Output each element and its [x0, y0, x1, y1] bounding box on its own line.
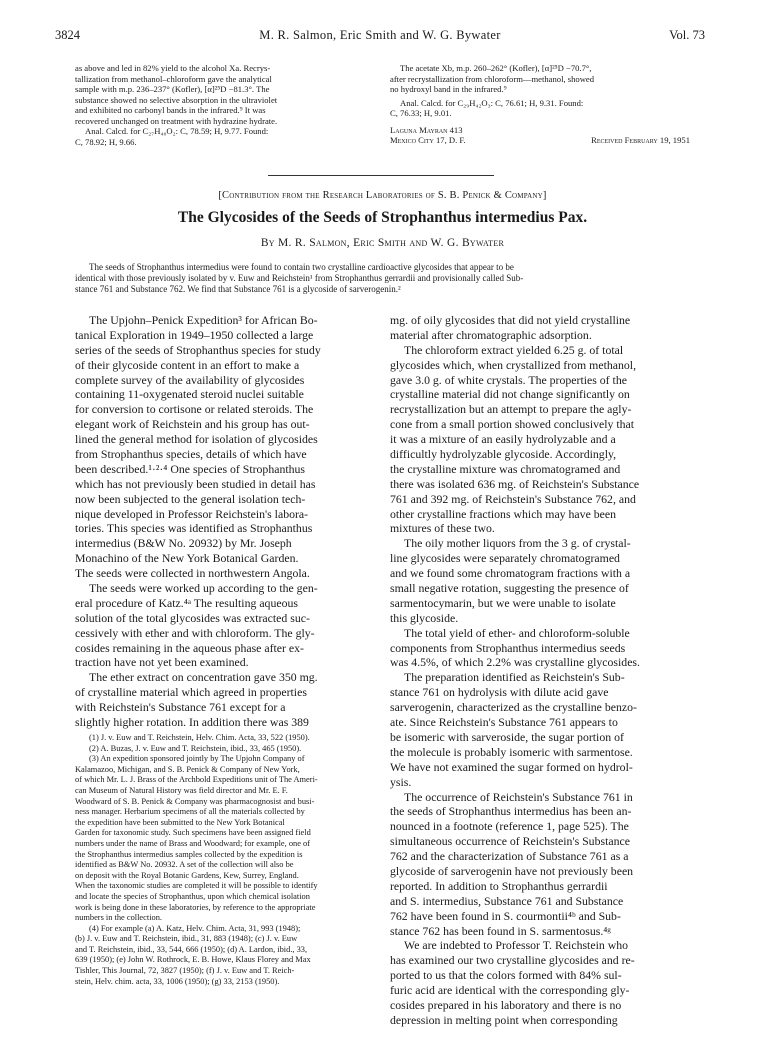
text-line: (3) An expedition sponsored jointly by The Upjohn Company of — [89, 754, 305, 764]
text-line: Garden for taxonomic study. Such specimens have been assigned field — [75, 828, 311, 838]
text-line: depression in melting point when corresponding — [390, 1012, 618, 1027]
text-line: slightly higher rotation. In addition there was 389 — [75, 715, 309, 730]
text-line: (1) J. v. Euw and T. Reichstein, Helv. Chim. Acta, 33, 522 (1950). — [89, 733, 310, 742]
text-line: (2) A. Buzas, J. v. Euw and T. Reichstein, ibid., 33, 465 (1950). — [89, 743, 302, 753]
top-left-block — [75, 63, 372, 147]
text-line: after recrystallization from chloroform—methanol, showed — [390, 73, 595, 84]
text-line: the expedition have been submitted to the New York Botanical — [75, 817, 285, 827]
volume-label: Vol. 73 — [669, 28, 705, 42]
text-line: tanical Exploration in 1949–1950 collected a large — [75, 327, 314, 342]
text-line: The ether extract on concentration gave 350 mg. — [89, 670, 318, 685]
text-line: which has not previously been studied in detail has — [75, 476, 316, 491]
text-line: glycosides which, when crystallized from methanol, — [390, 357, 637, 372]
text-line: The preparation identified as Reichstein's Sub- — [404, 670, 625, 685]
text-line: mg. of oily glycosides that did not yield crystalline — [390, 313, 631, 327]
text-line: The Upjohn–Penick Expedition³ for African Bo- — [89, 313, 318, 327]
text-line: cone from a small portion showed conclusively that — [390, 417, 635, 432]
text-line: The seeds were worked up according to the gen- — [89, 581, 318, 596]
text-line: tories. This species was identified as Strophanthus — [75, 521, 313, 536]
text-line: complete survey of the availability of glycosides — [75, 372, 305, 387]
text-line: Anal. Calcd. for C₂₉H₄₂O₃: C, 76.61; H, 9.31. Found: — [400, 97, 584, 108]
text-line: reported. In addition to Strophanthus gerrardii — [390, 878, 608, 893]
address-line-1: Laguna Mayran 413 — [390, 124, 463, 135]
text-line: difficultly hydrolyzable glycoside. Accordingly, — [390, 447, 617, 462]
text-line: this glycoside. — [390, 610, 459, 625]
text-line: stein, Helv. chim. acta, 33, 1006 (1950); (g) 33, 2153 (1950). — [75, 976, 280, 986]
text-line: as above and led in 82% yield to the alcohol Xa. Recrys- — [75, 63, 271, 73]
text-line: and locate the species of Strophanthus, upon which chemical isolation — [75, 891, 310, 901]
page-number: 3824 — [55, 28, 80, 42]
text-line: recovered unchanged on treatment with hydrazine hydrate. — [75, 115, 278, 126]
text-line: tallization from methanol–chloroform gave the analytical — [75, 73, 272, 84]
left-column — [75, 313, 372, 730]
text-line: The acetate Xb, m.p. 260–262° (Kofler), [α]²⁵D −70.7°, — [400, 63, 592, 73]
text-line: ysis. — [390, 774, 412, 789]
address-line-2: Mexico City 17, D. F. — [390, 135, 466, 145]
text-line: Kalamazoo, Michigan, and S. B. Penick & Company of New York, — [75, 764, 300, 774]
text-line: (b) J. v. Euw and T. Reichstein, ibid., 31, 883 (1948); (c) J. v. Euw — [75, 934, 298, 944]
text-line: ported to us that the colors formed with 84% sul- — [390, 968, 622, 983]
text-line: When the taxonomic studies are completed it will be possible to identify — [75, 881, 318, 891]
text-line: of crystalline material which agreed in properties — [75, 685, 307, 700]
text-line: 639 (1950); (e) John W. Rothrock, E. B. Howe, Klaus Florey and Max — [75, 955, 311, 965]
text-line: ness manager. Herbarium specimens of all the materials collected by — [75, 807, 305, 817]
text-line: was 4.5%, of which 2.2% was crystalline glycosides. — [390, 655, 640, 670]
text-line: The oily mother liquors from the 3 g. of crystal- — [404, 536, 631, 551]
text-line: elegant work of Reichstein and his group has out- — [75, 417, 310, 432]
text-line: and T. Reichstein, ibid., 33, 544, 666 (1950); (d) A. Lardon, ibid., 33, — [75, 944, 308, 954]
text-line: identical with those previously isolated by v. Euw and Reichstein¹ from Strophanthus gerrardii and provisionally called Sub- — [75, 273, 524, 284]
text-line: Woodward of S. B. Penick & Company was pharmacognosist and busi- — [75, 796, 315, 806]
text-line: The chloroform extract yielded 6.25 g. of total — [404, 342, 624, 357]
text-line: recrystallization but an attempt to prepare the agly- — [390, 402, 632, 417]
text-line: Tishler, This Journal, 72, 3827 (1950); (f) J. v. Euw and T. Reich- — [75, 966, 295, 976]
footnotes — [75, 733, 372, 987]
text-line: sample with m.p. 236–237° (Kofler), [α]²⁵D −81.3°. The — [75, 84, 270, 94]
text-line: nique developed in Professor Reichstein's labora- — [75, 506, 309, 521]
text-line: ate. Since Reichstein's Substance 761 appears to — [390, 715, 618, 730]
text-line: 762 have been found in S. courmontii⁴ᵇ and Sub- — [390, 908, 621, 923]
text-line: stance 761 on hydrolysis with dilute acid gave — [390, 685, 609, 700]
running-header — [55, 28, 705, 46]
text-line: there was isolated 636 mg. of Reichstein's Substance — [390, 476, 640, 491]
text-line: from Strophanthus species, details of which have — [75, 447, 307, 462]
text-line: The seeds of Strophanthus intermedius were found to contain two crystalline cardioactive glycosides that appear to be — [89, 262, 514, 272]
text-line: material after chromatographic adsorption. — [390, 327, 592, 342]
text-line: traction have not yet been examined. — [75, 655, 249, 670]
text-line: stance 761 and Substance 762. We find that Substance 761 is a glycoside of sarverogenin.² — [75, 284, 401, 295]
text-line: solution of the total glycosides was extracted suc- — [75, 610, 310, 625]
text-line: The total yield of ether- and chloroform-soluble — [404, 625, 630, 640]
text-line: cessively with ether and with chloroform. The gly- — [75, 625, 315, 640]
text-line: and S. intermedius, Substance 761 and Substance — [390, 893, 624, 908]
text-line: C, 78.92; H, 9.66. — [75, 136, 137, 147]
right-column — [390, 313, 690, 1028]
text-line: gave 3.0 g. of white crystals. The properties of the — [390, 372, 627, 387]
text-line: Monachino of the New York Botanical Garden. — [75, 551, 299, 566]
text-line: furic acid are identical with the corresponding gly- — [390, 983, 630, 998]
text-line: numbers in the collection. — [75, 913, 162, 923]
text-line: the molecule is probably isomeric with sarmentose. — [390, 744, 633, 759]
contribution-line: [Contribution from the Research Laboratories of S. B. Penick & Company] — [218, 190, 547, 201]
text-line: containing 11-oxygenated steroid nuclei suitable — [75, 387, 304, 402]
text-line: for conversion to cortisone or related steroids. The — [75, 402, 314, 417]
text-line: sarmentocymarin, but we were unable to isolate — [390, 595, 616, 610]
received-date: Received February 19, 1951 — [591, 135, 690, 145]
text-line: the Strophanthus intermedius samples collected by the expedition is — [75, 849, 303, 859]
text-line: on deposit with the Royal Botanic Gardens, Kew, Surrey, England. — [75, 870, 299, 880]
text-line: simultaneous occurrence of Reichstein's Substance — [390, 834, 630, 849]
text-line: and we found some chromatogram fractions with a — [390, 566, 631, 581]
text-line: The seeds were collected in northwestern Angola. — [75, 566, 310, 581]
text-line: glycoside of sarverogenin have not previously been — [390, 863, 634, 878]
text-line: substance showed no selective absorption in the ultraviolet — [75, 94, 278, 105]
article-title: The Glycosides of the Seeds of Strophanthus intermedius Pax. — [177, 209, 588, 226]
text-line: can Museum of Natural History was field director and Mr. E. F. — [75, 785, 288, 795]
text-line: (4) For example (a) A. Katz, Helv. Chim. Acta, 31, 993 (1948); — [89, 923, 301, 933]
text-line: line glycosides were separately chromatogramed — [390, 551, 620, 566]
header-authors: M. R. Salmon, Eric Smith and W. G. Bywater — [259, 28, 501, 42]
text-line: the seeds of Strophanthus intermedius has been an- — [390, 804, 632, 819]
text-line: The occurrence of Reichstein's Substance 761 in — [404, 789, 633, 804]
text-line: C, 76.33; H, 9.01. — [390, 108, 452, 118]
text-line: We are indebted to Professor T. Reichstein who — [404, 938, 629, 953]
text-line: 762 and the characterization of Substance 761 as a — [390, 849, 629, 864]
text-line: eral procedure of Katz.⁴ᵃ The resulting aqueous — [75, 595, 298, 610]
text-line: 761 and 392 mg. of Reichstein's Substance 762, and — [390, 491, 636, 506]
text-line: other crystalline fractions which may have been — [390, 506, 617, 521]
text-line: stance 762 has been found in S. sarmentosus.⁴ᵍ — [390, 923, 611, 938]
text-line: has examined our two crystalline glycosides and re- — [390, 953, 635, 968]
text-line: cosides remaining in the aqueous phase after ex- — [75, 640, 304, 655]
text-line: nounced in a footnote (reference 1, page 525). The — [390, 819, 629, 834]
text-line: the crystalline mixture was chromatogramed and — [390, 461, 621, 476]
text-line: cosides prepared in his laboratory and there is no — [390, 997, 622, 1012]
text-line: lined the general method for isolation of glycosides — [75, 432, 318, 447]
text-line: We have not examined the sugar formed on hydrol- — [390, 759, 633, 774]
text-line: with Reichstein's Substance 761 except for a — [75, 700, 286, 715]
text-line: intermedius (B&W No. 20932) by Mr. Joseph — [75, 536, 292, 551]
text-line: and exhibited no carbonyl bands in the infrared.⁹ It was — [75, 105, 266, 115]
text-line: identified as B&W No. 20932. A set of the collection will also be — [75, 860, 294, 870]
text-line: numbers under the name of Brass and Woodward; for example, one of — [75, 838, 310, 848]
top-right-block — [390, 63, 690, 146]
text-line: mixtures of these two. — [390, 521, 495, 536]
text-line: be isomeric with sarveroside, the sugar portion of — [390, 729, 624, 744]
text-line: of their glycoside content in an effort to make a — [75, 357, 300, 372]
text-line: now been subjected to the general isolation tech- — [75, 491, 306, 506]
text-line: components from Strophanthus intermedius seeds — [390, 640, 626, 655]
text-line: of which Mr. L. J. Brass of the Archbold Expeditions unit of The Ameri- — [75, 775, 318, 785]
byline: By M. R. Salmon, Eric Smith and W. G. Bywater — [260, 237, 505, 249]
text-line: series of the seeds of Strophanthus species for study — [75, 342, 321, 357]
text-line: been described.¹·²·⁴ One species of Strophanthus — [75, 461, 306, 476]
abstract — [75, 262, 690, 296]
text-line: it was a mixture of an easily hydrolyzable and a — [390, 432, 616, 447]
text-line: small negative rotation, suggesting the presence of — [390, 581, 629, 596]
section-divider — [268, 175, 494, 176]
text-line: sarverogenin, characterized as the crystalline benzo- — [390, 700, 637, 715]
text-line: crystalline material did not change significantly on — [390, 387, 630, 402]
text-line: Anal. Calcd. for C₂₇H₄₀O₂: C, 78.59; H, 9.77. Found: — [85, 126, 269, 136]
text-line: no hydroxyl band in the infrared.⁹ — [390, 84, 507, 94]
text-line: work is being done in these laboratories, by reference to the appropriate — [75, 902, 316, 912]
